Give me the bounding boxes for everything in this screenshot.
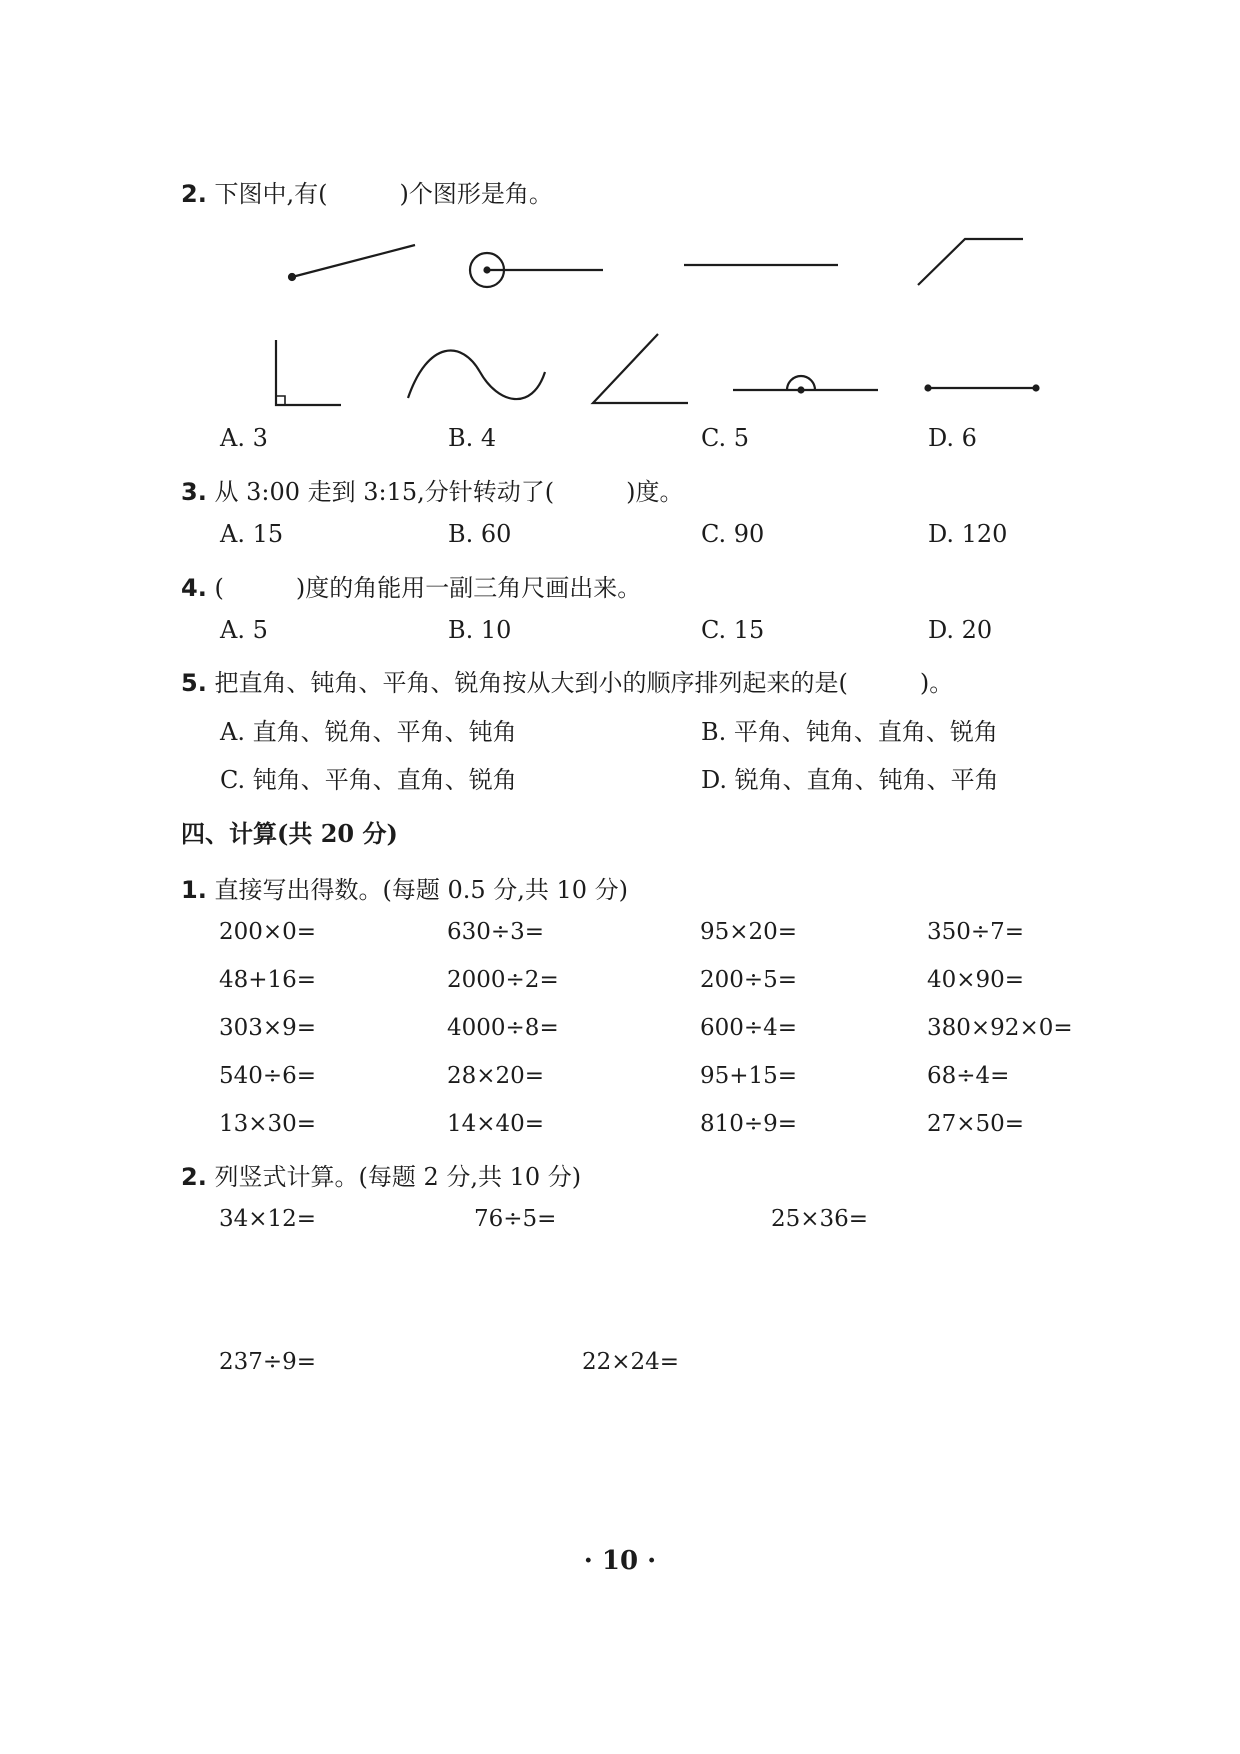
calc1-item: 350÷7= <box>927 919 1025 945</box>
calc1-item: 810÷9= <box>700 1111 798 1137</box>
calc1-item: 95×20= <box>700 919 798 945</box>
calc2-stem <box>181 1157 581 1192</box>
q5-option-c[interactable]: C. 钝角、平角、直角、锐角 <box>220 766 517 794</box>
calc2-item: 25×36= <box>771 1206 869 1232</box>
q2-number: 2. <box>181 180 207 208</box>
q2-option-a[interactable]: A. 3 <box>220 424 268 452</box>
figure-ray <box>289 245 415 280</box>
calc2-item: 34×12= <box>219 1206 317 1232</box>
calc1-item: 28×20= <box>447 1063 545 1089</box>
calc1-item: 40×90= <box>927 967 1025 993</box>
q5-text: 把直角、钝角、平角、锐角按从大到小的顺序排列起来的是( )。 <box>214 669 954 697</box>
q2-figures <box>0 0 1240 420</box>
q3-option-a[interactable]: A. 15 <box>220 520 284 548</box>
calc1-number: 1. <box>181 876 207 904</box>
calc1-item: 630÷3= <box>447 919 545 945</box>
calc1-item: 4000÷8= <box>447 1015 559 1041</box>
q5-option-b[interactable]: B. 平角、钝角、直角、锐角 <box>701 718 998 746</box>
q3-text: 从 3:00 走到 3:15,分针转动了( )度。 <box>214 478 684 506</box>
calc2-item: 22×24= <box>582 1349 680 1375</box>
calc1-item: 68÷4= <box>927 1063 1010 1089</box>
q3-option-b[interactable]: B. 60 <box>448 520 512 548</box>
figure-straight-angle <box>733 376 878 393</box>
q5-option-d[interactable]: D. 锐角、直角、钝角、平角 <box>701 766 999 794</box>
calc1-item: 540÷6= <box>219 1063 317 1089</box>
q4-option-b[interactable]: B. 10 <box>448 616 512 644</box>
figure-acute-angle <box>593 334 688 403</box>
q4-number: 4. <box>181 574 207 602</box>
calc1-item: 303×9= <box>219 1015 317 1041</box>
figure-segment <box>926 386 1039 391</box>
calc1-stem <box>181 870 628 905</box>
q4-stem <box>181 568 641 603</box>
calc1-text: 直接写出得数。(每题 0.5 分,共 10 分) <box>214 876 629 904</box>
calc1-item: 380×92×0= <box>927 1015 1073 1041</box>
q3-number: 3. <box>181 478 207 506</box>
q5-stem <box>181 663 953 698</box>
q5-number: 5. <box>181 669 207 697</box>
calc1-item: 200÷5= <box>700 967 798 993</box>
q2-option-d[interactable]: D. 6 <box>928 424 977 452</box>
calc1-item: 95+15= <box>700 1063 798 1089</box>
page-number: · 10 · <box>583 1546 657 1576</box>
calc1-item: 200×0= <box>219 919 317 945</box>
section-4-title: 四、计算(共 20 分) <box>181 819 398 848</box>
q3-stem <box>181 472 684 507</box>
calc2-item: 237÷9= <box>219 1349 317 1375</box>
figure-right-angle <box>276 340 341 405</box>
calc1-item: 2000÷2= <box>447 967 559 993</box>
q2-text: 下图中,有( )个图形是角。 <box>214 180 553 208</box>
calc2-item: 76÷5= <box>474 1206 557 1232</box>
figure-circle-ray <box>470 253 603 287</box>
calc1-item: 27×50= <box>927 1111 1025 1137</box>
q4-option-a[interactable]: A. 5 <box>220 616 268 644</box>
calc2-text: 列竖式计算。(每题 2 分,共 10 分) <box>214 1163 582 1191</box>
q2-option-c[interactable]: C. 5 <box>701 424 750 452</box>
q3-option-c[interactable]: C. 90 <box>701 520 765 548</box>
figure-bent-line <box>918 239 1023 285</box>
q4-option-d[interactable]: D. 20 <box>928 616 993 644</box>
calc1-item: 13×30= <box>219 1111 317 1137</box>
calc1-item: 48+16= <box>219 967 317 993</box>
calc2-number: 2. <box>181 1163 207 1191</box>
figure-wave <box>408 351 545 400</box>
q2-option-b[interactable]: B. 4 <box>448 424 497 452</box>
q4-option-c[interactable]: C. 15 <box>701 616 765 644</box>
q3-option-d[interactable]: D. 120 <box>928 520 1008 548</box>
calc1-item: 14×40= <box>447 1111 545 1137</box>
q5-option-a[interactable]: A. 直角、锐角、平角、钝角 <box>220 718 517 746</box>
calc1-item: 600÷4= <box>700 1015 798 1041</box>
q4-text: ( )度的角能用一副三角尺画出来。 <box>214 574 642 602</box>
